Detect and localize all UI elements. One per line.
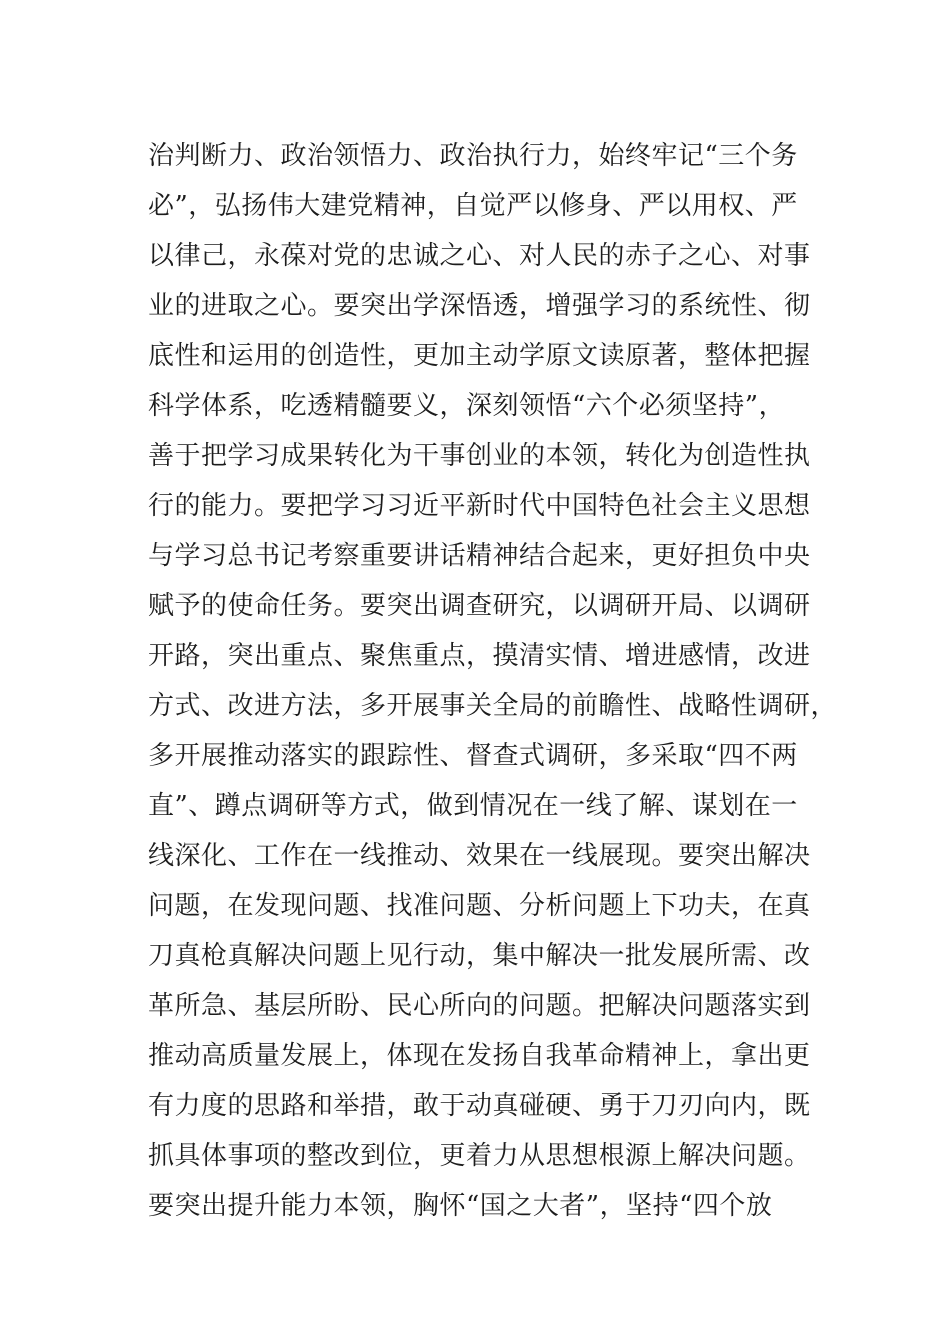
text-line: 善于把学习成果转化为干事创业的本领，转化为创造性执 xyxy=(148,441,811,471)
text-line: 问题，在发现问题、找准问题、分析问题上下功夫，在真 xyxy=(148,891,811,921)
text-line: 科学体系，吃透精髓要义，深刻领悟“六个必须坚持”， xyxy=(148,391,786,421)
text-line: 多开展推动落实的跟踪性、督查式调研，多采取“四不两 xyxy=(148,741,798,771)
text-line: 革所急、基层所盼、民心所向的问题。把解决问题落实到 xyxy=(148,991,811,1021)
text-line: 刀真枪真解决问题上见行动，集中解决一批发展所需、改 xyxy=(148,941,811,971)
text-line: 线深化、工作在一线推动、效果在一线展现。要突出解决 xyxy=(148,841,811,871)
text-line: 底性和运用的创造性，更加主动学原文读原著，整体把握 xyxy=(148,341,811,371)
text-line: 有力度的思路和举措，敢于动真碰硬、勇于刀刃向内，既 xyxy=(148,1091,811,1121)
text-line: 治判断力、政治领悟力、政治执行力，始终牢记“三个务 xyxy=(148,141,798,171)
text-line: 直”、蹲点调研等方式，做到情况在一线了解、谋划在一 xyxy=(148,791,798,821)
text-line: 要突出提升能力本领，胸怀“国之大者”，坚持“四个放 xyxy=(148,1191,773,1221)
text-line: 与学习总书记考察重要讲话精神结合起来，更好担负中央 xyxy=(148,541,811,571)
text-line: 方式、改进方法，多开展事关全局的前瞻性、战略性调研， xyxy=(148,691,838,721)
text-line: 以律己，永葆对党的忠诚之心、对人民的赤子之心、对事 xyxy=(148,241,811,271)
text-line: 开路，突出重点、聚焦重点，摸清实情、增进感情，改进 xyxy=(148,641,811,671)
text-line: 行的能力。要把学习习近平新时代中国特色社会主义思想 xyxy=(148,491,811,521)
text-line: 业的进取之心。要突出学深悟透，增强学习的系统性、彻 xyxy=(148,291,811,321)
text-line: 必”，弘扬伟大建党精神，自觉严以修身、严以用权、严 xyxy=(148,191,798,221)
text-line: 抓具体事项的整改到位，更着力从思想根源上解决问题。 xyxy=(148,1141,811,1171)
text-line: 推动高质量发展上，体现在发扬自我革命精神上，拿出更 xyxy=(148,1041,811,1071)
text-line: 赋予的使命任务。要突出调查研究，以调研开局、以调研 xyxy=(148,591,811,621)
body-paragraph xyxy=(148,131,838,1231)
